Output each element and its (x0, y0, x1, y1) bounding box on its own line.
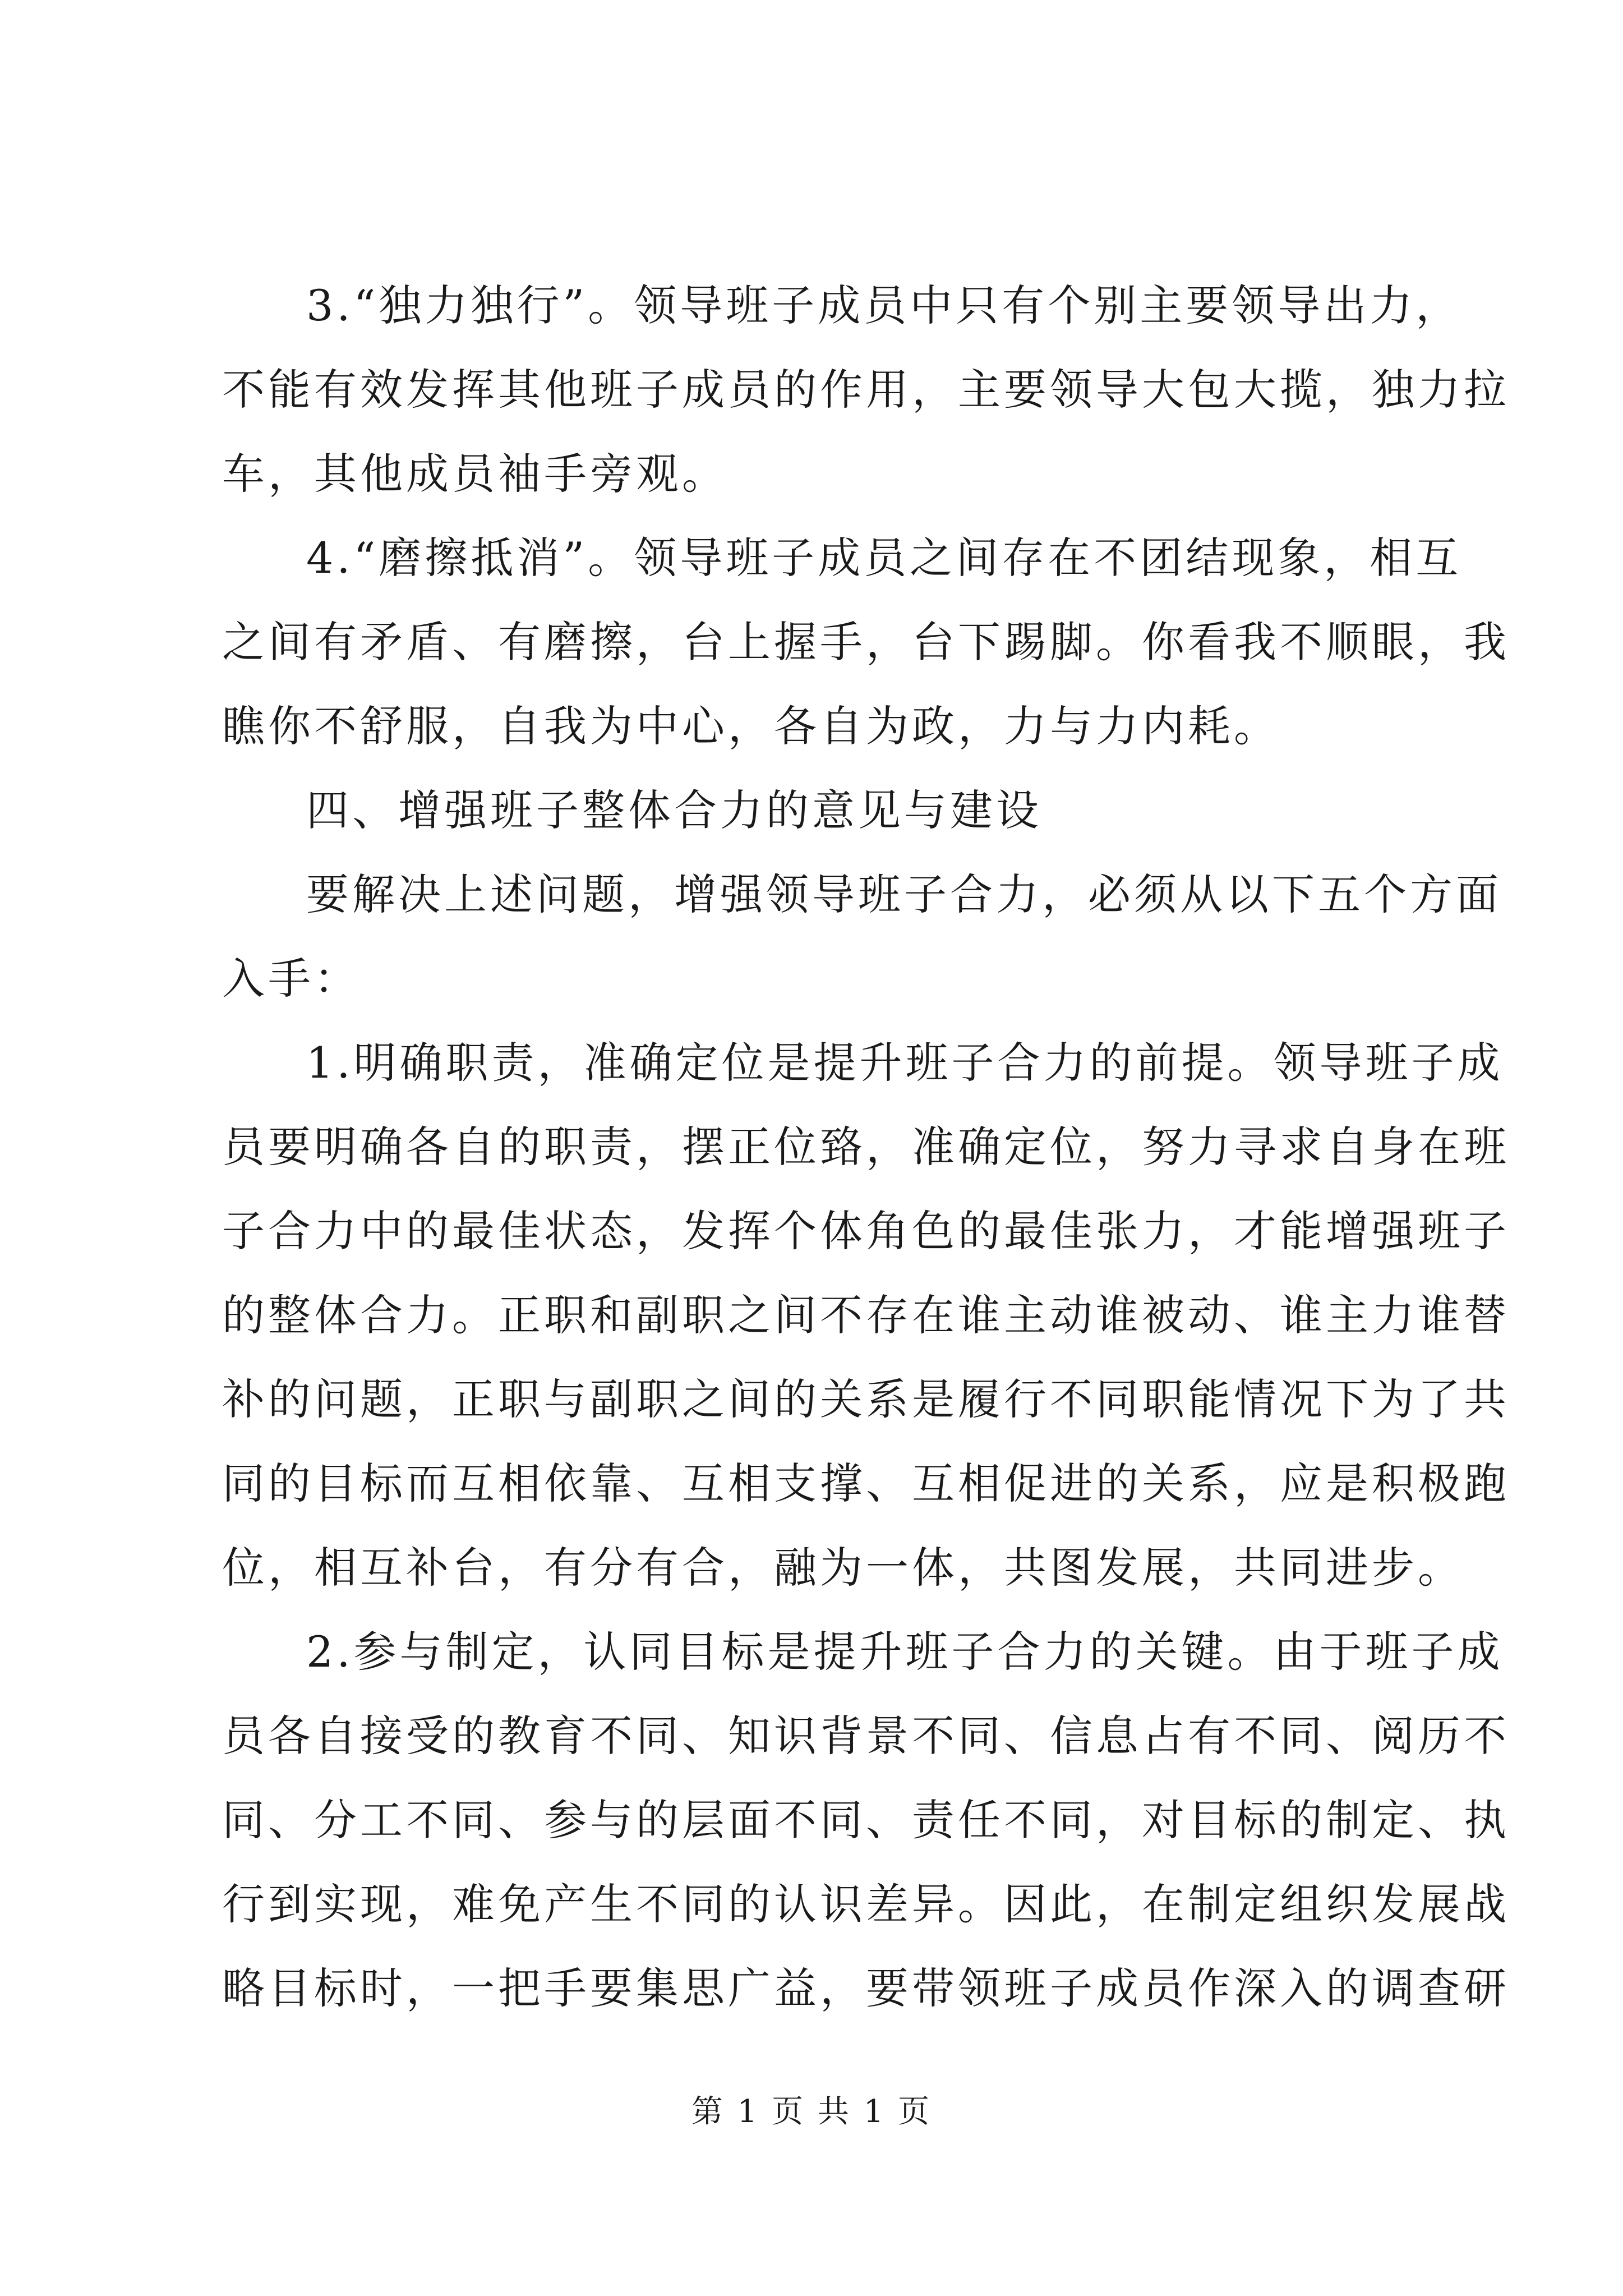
text-line: 同、分工不同、参与的层面不同、责任不同，对目标的制定、执 (222, 1795, 1510, 1845)
page-number-label: 第 1 页 共 1 页 (691, 2093, 932, 2130)
section-heading (222, 769, 1432, 853)
text-line: 3.“独力独行”。领导班子成员中只有个别主要领导出力， (306, 280, 1462, 330)
paragraph-item-4 (222, 516, 1510, 769)
text-line: 员各自接受的教育不同、知识背景不同、信息占有不同、阅历不 (222, 1711, 1510, 1761)
text-line: 四、增强班子整体合力的意见与建设 (306, 785, 1042, 835)
text-line: 1.明确职责，准确定位是提升班子合力的前提。领导班子成 (306, 1038, 1504, 1088)
document-body (222, 264, 1510, 2031)
text-line: 子合力中的最佳状态，发挥个体角色的最佳张力，才能增强班子 (222, 1206, 1510, 1256)
paragraph-item-3 (222, 264, 1510, 516)
text-line: 4.“磨擦抵消”。领导班子成员之间存在不团结现象，相互 (306, 533, 1462, 583)
text-line: 位，相互补台，有分有合，融为一体，共图发展，共同进步。 (222, 1543, 1464, 1593)
paragraph-intro (222, 853, 1502, 1021)
paragraph-item-2 (222, 1610, 1510, 2031)
text-line: 的整体合力。正职和副职之间不存在谁主动谁被动、谁主力谁替 (222, 1290, 1510, 1340)
text-line: 不能有效发挥其他班子成员的作用，主要领导大包大揽，独力拉 (222, 365, 1510, 415)
text-line: 车，其他成员袖手旁观。 (222, 449, 728, 499)
text-line: 行到实现，难免产生不同的认识差异。因此，在制定组织发展战 (222, 1879, 1510, 1929)
text-line: 瞧你不舒服，自我为中心，各自为政，力与力内耗。 (222, 701, 1280, 751)
paragraph-item-1 (222, 1021, 1510, 1610)
text-line: 员要明确各自的职责，摆正位臵，准确定位，努力寻求自身在班 (222, 1122, 1510, 1172)
text-line: 2.参与制定，认同目标是提升班子合力的关键。由于班子成 (306, 1627, 1504, 1677)
page-footer (0, 2090, 1623, 2134)
text-line: 补的问题，正职与副职之间的关系是履行不同职能情况下为了共 (222, 1374, 1510, 1424)
text-line: 入手： (222, 954, 360, 1004)
text-line: 略目标时，一把手要集思广益，要带领班子成员作深入的调查研 (222, 1963, 1510, 2013)
text-line: 之间有矛盾、有磨擦，台上握手，台下踢脚。你看我不顺眼，我 (222, 617, 1510, 667)
text-line: 要解决上述问题，增强领导班子合力，必须从以下五个方面 (306, 869, 1502, 919)
text-line: 同的目标而互相依靠、互相支撑、互相促进的关系，应是积极跑 (222, 1458, 1510, 1508)
